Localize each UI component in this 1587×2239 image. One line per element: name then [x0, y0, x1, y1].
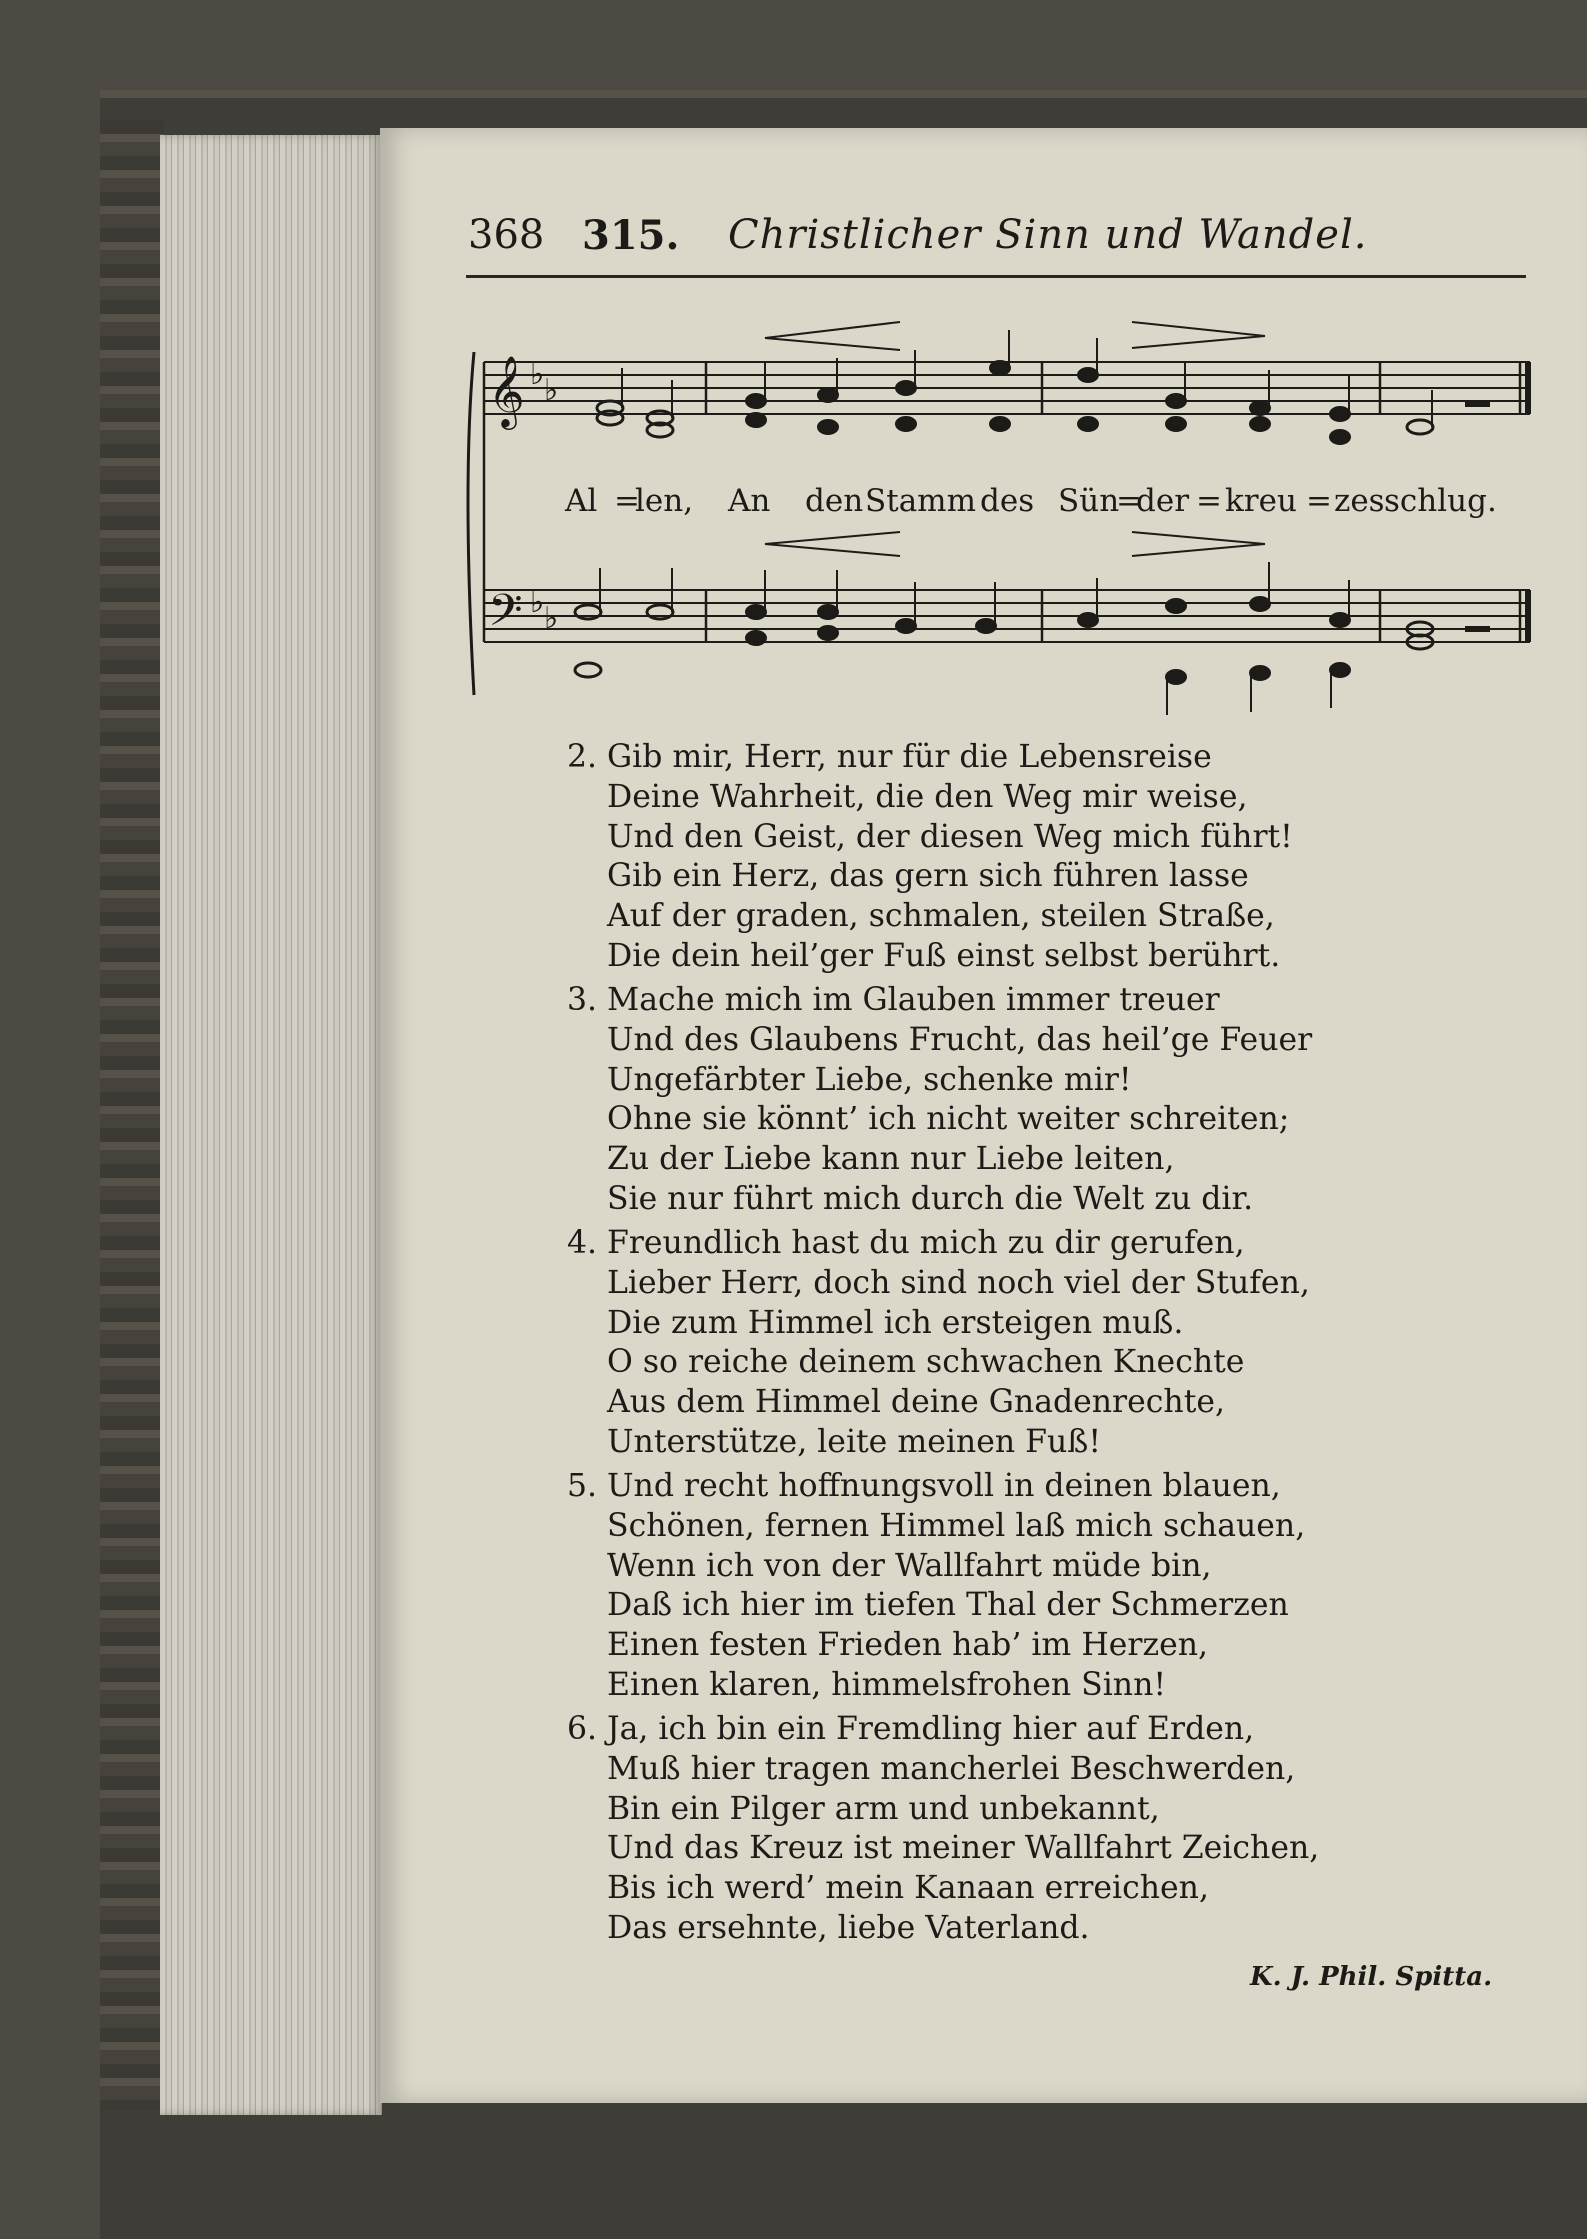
verse-line: Sie nur führt mich durch die Welt zu dir.	[607, 1180, 1254, 1217]
verse-line: Mache mich im Glauben immer treuer	[607, 982, 1220, 1018]
cover-spine-edge	[100, 120, 164, 2110]
lyric-syllable: der	[1136, 483, 1190, 519]
verse-line: Unterstütze, leite meinen Fuß!	[607, 1423, 1101, 1460]
flat-sign: ♭	[544, 373, 559, 408]
verse-3	[567, 981, 1313, 1220]
verse-line: Und den Geist, der diesen Weg mich führt!	[607, 818, 1293, 855]
page-number: 368	[468, 212, 545, 258]
treble-clef: 𝄞	[488, 354, 525, 427]
verse-number: 6.	[567, 1711, 598, 1747]
verse-line: Einen klaren, himmelsfrohen Sinn!	[607, 1666, 1167, 1703]
verse-number: 2.	[567, 739, 598, 775]
dynamics-hairpins	[765, 322, 1265, 556]
verse-line: Ungefärbter Liebe, schenke mir!	[607, 1061, 1132, 1098]
header-rule	[466, 275, 1526, 278]
flat-sign: ♭	[544, 601, 559, 636]
verse-line: Das ersehnte, liebe Vaterland.	[607, 1909, 1090, 1946]
verse-line: Die zum Himmel ich ersteigen muß.	[607, 1304, 1184, 1341]
verse-line: Und das Kreuz ist meiner Wallfahrt Zeichen,	[607, 1830, 1320, 1867]
verse-line: Lieber Herr, doch sind noch viel der Stufen,	[607, 1264, 1310, 1301]
verse-line: Deine Wahrheit, die den Weg mir weise,	[607, 778, 1248, 815]
hymn-number: 315.	[582, 212, 680, 259]
lyric-syllable: Al	[565, 483, 598, 519]
verse-line: Bis ich werd’ mein Kanaan erreichen,	[607, 1870, 1209, 1907]
verse-line: Und des Glaubens Frucht, das heil’ge Feuer	[607, 1021, 1313, 1058]
flat-sign: ♭	[530, 585, 545, 620]
verse-line: Muß hier tragen mancherlei Beschwerden,	[607, 1750, 1296, 1787]
verse-6	[567, 1710, 1320, 1949]
verse-4	[567, 1224, 1310, 1463]
verse-number: 3.	[567, 982, 598, 1018]
page-edges	[160, 135, 382, 2115]
verse-line: Gib mir, Herr, nur für die Lebensreise	[607, 739, 1212, 775]
lyric-syllable: den	[805, 483, 864, 519]
lyric-syllable: =	[1306, 483, 1332, 519]
lyric-syllable: des	[980, 483, 1035, 519]
bass-notes	[575, 562, 1490, 715]
lyric-syllable: An	[728, 483, 771, 519]
bass-staff	[484, 590, 1530, 642]
flat-sign: ♭	[530, 357, 545, 392]
verse-line: Die dein heil’ger Fuß einst selbst berührt.	[607, 937, 1281, 974]
verse-line: Freundlich hast du mich zu dir gerufen,	[607, 1225, 1245, 1261]
verse-line: Daß ich hier im tiefen Thal der Schmerzen	[607, 1587, 1289, 1624]
verse-line: Wenn ich von der Wallfahrt müde bin,	[607, 1547, 1212, 1584]
lyric-syllable: =	[1196, 483, 1222, 519]
lyric-syllable: schlug.	[1384, 483, 1497, 519]
verse-line: Einen festen Frieden hab’ im Herzen,	[607, 1627, 1209, 1664]
lyric-syllable: Stamm	[865, 483, 976, 519]
lyric-syllable: len,	[635, 483, 694, 519]
bass-clef: 𝄢	[488, 584, 523, 647]
lyric-syllable: kreu	[1225, 483, 1297, 519]
verse-line: Bin ein Pilger arm und unbekannt,	[607, 1790, 1160, 1827]
verse-line: Ja, ich bin ein Fremdling hier auf Erden,	[607, 1711, 1255, 1747]
verse-number: 4.	[567, 1225, 598, 1261]
system-brace	[468, 352, 474, 695]
lyric-syllable: Sün	[1058, 483, 1120, 519]
verse-line: Schönen, fernen Himmel laß mich schauen,	[607, 1507, 1306, 1544]
lyric-syllable: zes	[1334, 483, 1385, 519]
verse-2	[567, 738, 1293, 977]
verse-line: Auf der graden, schmalen, steilen Straße,	[607, 898, 1275, 935]
verse-line: Zu der Liebe kann nur Liebe leiten,	[607, 1141, 1175, 1178]
lyric-syllable: =	[614, 483, 640, 519]
verse-number: 5.	[567, 1468, 598, 1504]
verse-line: Und recht hoffnungsvoll in deinen blauen,	[607, 1468, 1281, 1504]
verse-line: O so reiche deinem schwachen Knechte	[607, 1344, 1245, 1381]
lyric-syllable: =	[1116, 483, 1142, 519]
running-title: Christlicher Sinn und Wandel.	[728, 212, 1368, 258]
verse-line: Gib ein Herz, das gern sich führen lasse	[607, 858, 1249, 895]
verse-line: Aus dem Himmel deine Gnadenrechte,	[607, 1384, 1226, 1421]
author-credit: K. J. Phil. Spitta.	[1250, 1962, 1493, 1992]
verse-line: Ohne sie könnt’ ich nicht weiter schreiten;	[607, 1101, 1290, 1138]
verse-5	[567, 1467, 1306, 1706]
